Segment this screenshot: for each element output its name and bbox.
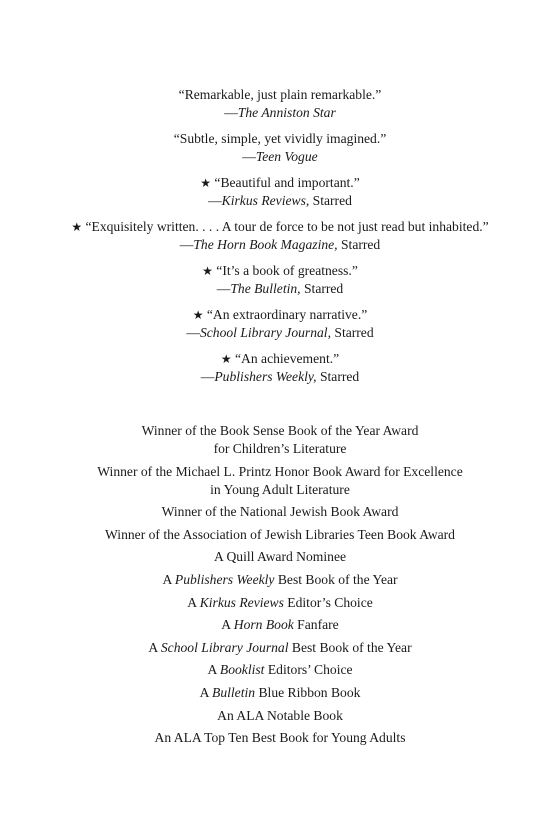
attribution-source: Kirkus Reviews, <box>221 193 310 208</box>
award-item <box>60 571 500 589</box>
quote-body: “Remarkable, just plain remarkable.” <box>178 87 382 102</box>
attribution-source: The Anniston Star <box>237 105 336 120</box>
quote-text <box>70 174 490 192</box>
quote-body: “An achievement.” <box>235 351 340 366</box>
award-text: A <box>221 617 234 633</box>
award-text: A <box>162 571 175 587</box>
quote-body: “Exquisitely written. . . . A tour de force to be not just read but inhabited.” <box>85 219 489 234</box>
quote-attribution <box>70 192 490 210</box>
review-quote <box>70 350 490 386</box>
attribution-dash: — <box>179 237 194 252</box>
award-text-post: Editor’s Choice <box>283 594 373 610</box>
award-text: An ALA Top Ten Best Book for Young Adults <box>154 730 406 746</box>
award-item <box>60 639 500 657</box>
attribution-dash: — <box>224 105 238 120</box>
award-italic: Bulletin <box>212 684 256 700</box>
quote-body: “Subtle, simple, yet vividly imagined.” <box>173 131 387 146</box>
review-quote <box>30 218 530 254</box>
award-item <box>60 661 500 679</box>
star-icon: ★ <box>71 220 83 234</box>
award-italic: Horn Book <box>233 617 294 633</box>
award-italic: Kirkus Reviews <box>199 594 284 610</box>
review-quote <box>70 306 490 342</box>
attribution-dash: — <box>208 193 222 208</box>
star-icon: ★ <box>220 352 232 366</box>
quote-attribution <box>30 236 530 254</box>
award-item <box>60 616 500 634</box>
award-item <box>60 594 500 612</box>
quote-body: “It’s a book of greatness.” <box>216 263 358 278</box>
quote-text <box>70 350 490 368</box>
award-text: Winner of the National Jewish Book Award <box>161 504 399 520</box>
award-item <box>60 684 500 702</box>
award-text: An ALA Notable Book <box>217 707 343 723</box>
attribution-suffix: Starred <box>337 237 381 252</box>
award-item <box>60 548 500 566</box>
attribution-source: Teen Vogue <box>255 149 318 164</box>
attribution-suffix: Starred <box>300 281 344 296</box>
attribution-dash: — <box>242 149 256 164</box>
award-text: A <box>199 684 213 700</box>
quote-text <box>70 130 490 148</box>
awards-list <box>60 422 500 752</box>
attribution-source: The Horn Book Magazine, <box>193 237 338 252</box>
quote-body: “Beautiful and important.” <box>214 175 360 190</box>
award-text: Winner of the Michael L. Printz Honor Book Award for Excellence <box>97 463 463 479</box>
attribution-suffix: Starred <box>330 325 374 340</box>
award-text: A <box>207 662 220 678</box>
attribution-source: The Bulletin, <box>230 281 301 296</box>
quote-body: “An extraordinary narrative.” <box>206 307 368 322</box>
award-text-post: Editors’ Choice <box>264 662 353 678</box>
quote-text <box>70 306 490 324</box>
award-text-post: Blue Ribbon Book <box>255 684 361 700</box>
award-text-line2: for Children’s Literature <box>213 441 347 456</box>
award-text-post: Fanfare <box>293 617 339 633</box>
quote-text <box>70 86 490 104</box>
award-text: A <box>187 594 200 610</box>
quote-text <box>30 218 530 236</box>
award-item <box>60 729 500 747</box>
award-item <box>60 707 500 725</box>
award-text: A <box>148 639 161 655</box>
attribution-source: Publishers Weekly, <box>214 369 317 384</box>
award-italic: Booklist <box>219 662 265 678</box>
award-text: A Quill Award Nominee <box>213 549 347 565</box>
praise-quotes <box>70 86 490 394</box>
review-quote <box>70 130 490 166</box>
award-text-line2: in Young Adult Literature <box>210 481 350 497</box>
star-icon: ★ <box>200 176 211 190</box>
quote-text <box>70 262 490 280</box>
quote-attribution <box>70 324 490 342</box>
attribution-source: School Library Journal, <box>199 325 331 340</box>
quote-attribution <box>70 148 490 166</box>
award-italic: School Library Journal <box>160 639 289 655</box>
award-text-post: Best Book of the Year <box>274 571 398 587</box>
award-text: Winner of the Book Sense Book of the Year Award <box>141 423 419 438</box>
award-item <box>60 463 500 499</box>
attribution-dash: — <box>200 369 215 384</box>
quote-attribution <box>70 368 490 386</box>
award-text: Winner of the Association of Jewish Libraries Teen Book Award <box>105 526 455 542</box>
review-quote <box>70 174 490 210</box>
quote-attribution <box>70 104 490 122</box>
star-icon: ★ <box>202 264 213 278</box>
attribution-dash: — <box>216 281 231 296</box>
award-text-post: Best Book of the Year <box>288 639 412 655</box>
review-quote <box>70 262 490 298</box>
attribution-suffix: Starred <box>309 193 352 208</box>
award-italic: Publishers Weekly <box>174 571 275 587</box>
award-item <box>60 422 500 458</box>
award-item <box>60 526 500 544</box>
star-icon: ★ <box>192 308 204 322</box>
attribution-dash: — <box>186 325 200 340</box>
quote-attribution <box>70 280 490 298</box>
attribution-suffix: Starred <box>316 369 360 384</box>
review-quote <box>70 86 490 122</box>
award-item <box>60 503 500 521</box>
